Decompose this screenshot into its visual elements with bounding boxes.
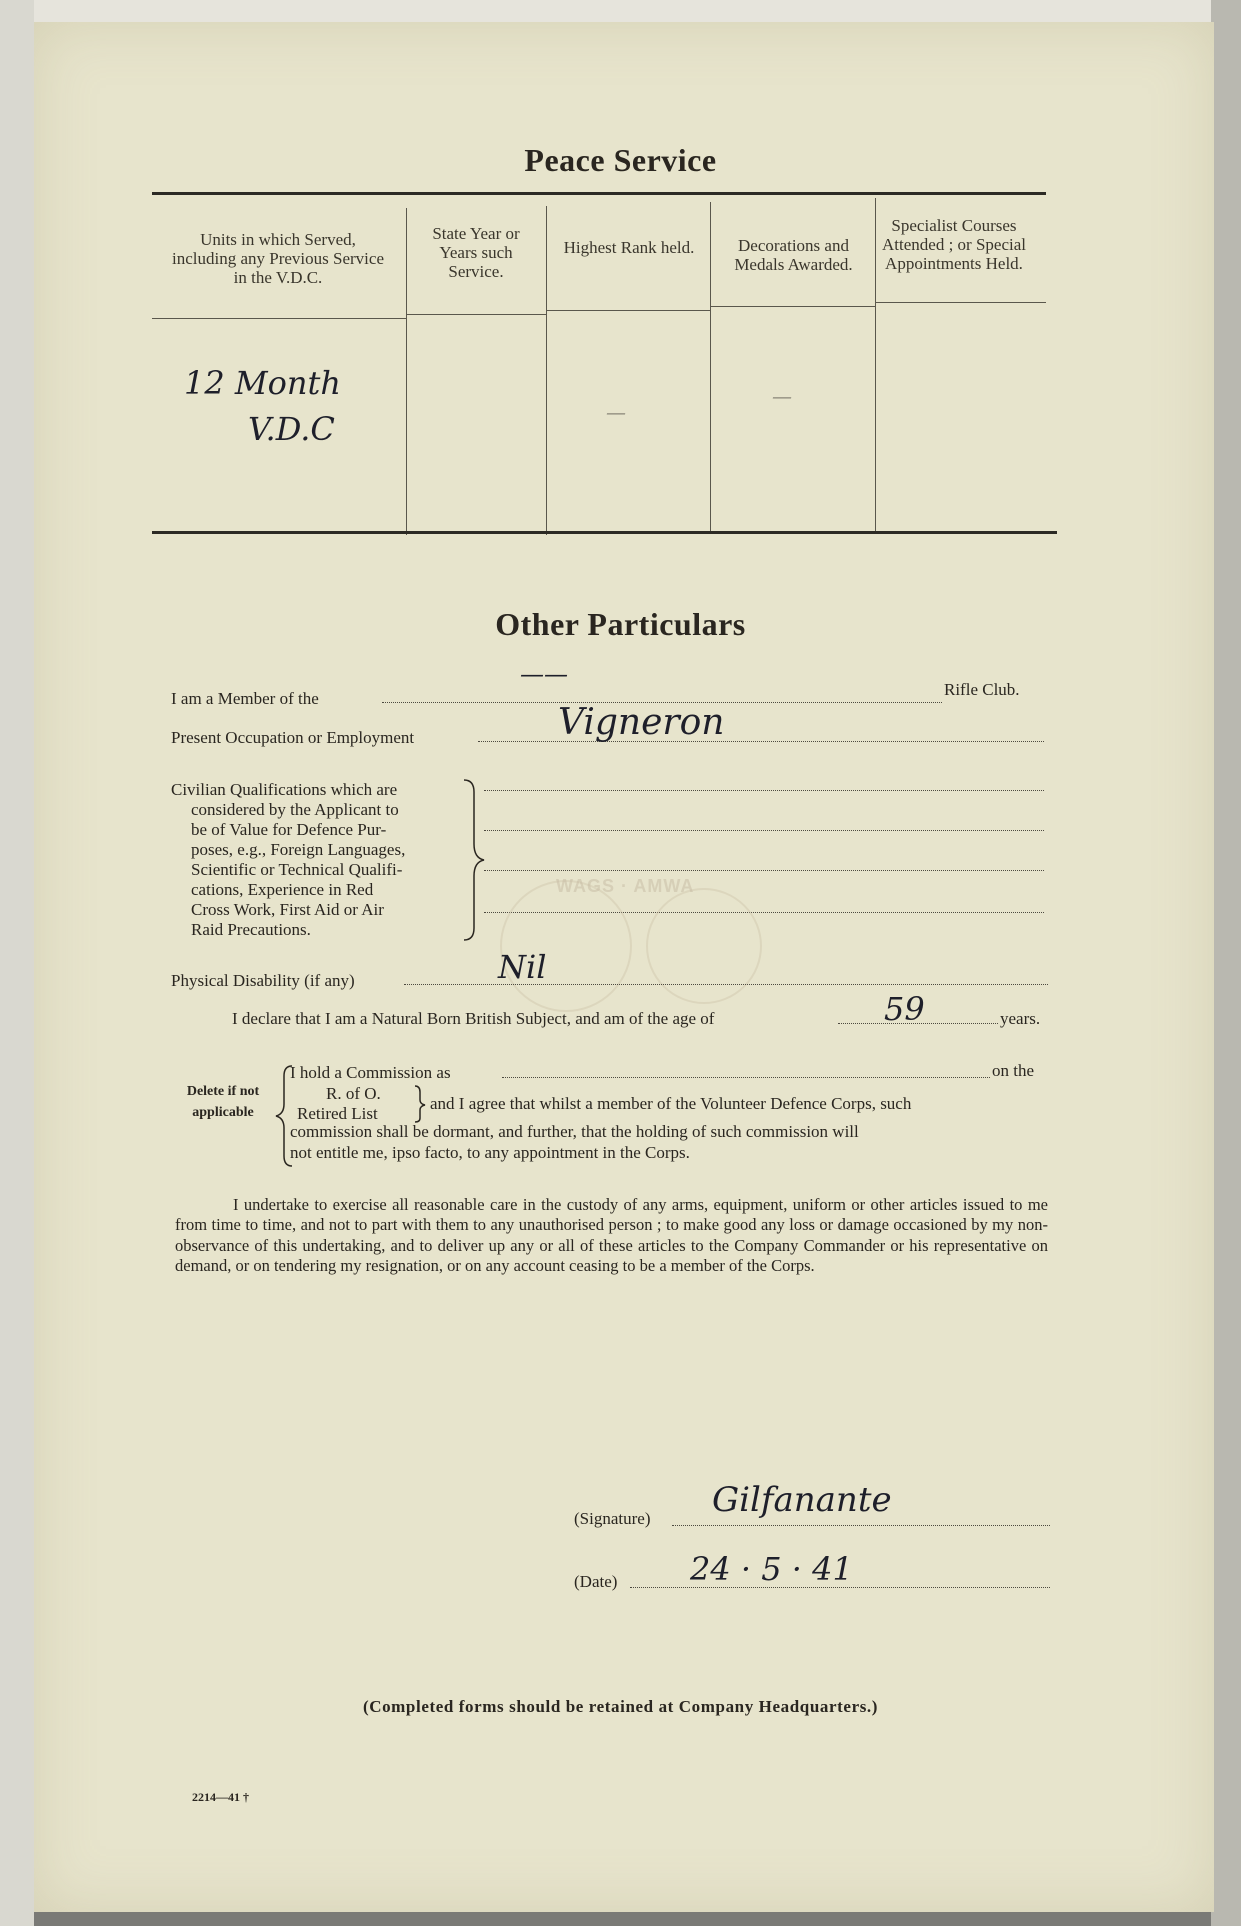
background-right: [1211, 0, 1241, 1926]
declaration-suffix: years.: [1000, 1009, 1041, 1028]
col-header-decorations: Decorations and Medals Awarded.: [734, 236, 853, 274]
occupation-value: Vigneron: [558, 702, 725, 743]
undertaking-paragraph: I undertake to exercise all reasonable care in the custody of any arms, equipment, uniform or other articles issued to me from time to time, and not to part with them to any unauthorised person ; to make good any loss or damage occasioned by my non-observance of this undertaking, and to deliver up any or all of these articles to the Company Commander or his representative on demand, or on tendering my resignation, or on any account ceasing to be a member of the Corps.: [175, 1195, 1048, 1275]
col-header-courses: Specialist Courses Attended ; or Special Appointments Held.: [882, 216, 1026, 273]
civilian-label-line-7: Cross Work, First Aid or Air: [191, 900, 384, 919]
header-rule-5: [875, 302, 1046, 303]
date-value: 24 · 5 · 41: [690, 1550, 853, 1588]
rifle-club-suffix: Rifle Club.: [944, 680, 1020, 699]
commission-line: [502, 1077, 990, 1078]
civilian-line-3: [484, 870, 1044, 871]
header-rule-1: [152, 318, 406, 319]
units-value-line2: V.D.C: [248, 410, 335, 448]
header-rule-2: [406, 314, 546, 315]
rifle-club-value: ——: [520, 660, 568, 688]
signature-label: (Signature): [574, 1509, 651, 1528]
col-divider-2: [546, 206, 547, 535]
civilian-label-line-2: considered by the Applicant to: [191, 800, 399, 819]
date-label: (Date): [574, 1572, 618, 1591]
commission-option-2: Retired List: [297, 1104, 378, 1123]
table-top-rule: [152, 192, 1046, 195]
units-value-line1: 12 Month: [184, 364, 341, 402]
watermark-seal-left: [500, 880, 632, 1012]
header-rule-4: [710, 306, 875, 307]
commission-line4-text: not entitle me, ipso facto, to any appointment in the Corps.: [290, 1143, 690, 1162]
commission-line2-text: and I agree that whilst a member of the Volunteer Defence Corps, such: [430, 1094, 912, 1113]
signature-value: Gilfanante: [712, 1480, 892, 1520]
civilian-label-line-4: poses, e.g., Foreign Languages,: [191, 840, 406, 859]
civilian-line-1: [484, 790, 1044, 791]
civilian-label-line-3: be of Value for Defence Pur-: [191, 820, 387, 839]
commission-line1-suffix: on the: [992, 1061, 1035, 1080]
occupation-label: Present Occupation or Employment: [171, 728, 415, 747]
table-bottom-rule: [152, 531, 1057, 534]
other-particulars-title: Other Particulars: [495, 606, 746, 642]
commission-line3-text: commission shall be dormant, and further, that the holding of such commission will: [290, 1122, 859, 1141]
watermark-text: WAGS · AMWA: [556, 876, 695, 896]
rifle-club-label: I am a Member of the: [171, 689, 319, 708]
civilian-brace: [458, 778, 498, 944]
col-header-rank: Highest Rank held.: [563, 238, 695, 257]
delete-note: Delete if not applicable: [186, 1084, 260, 1120]
col-header-years: State Year or Years such Service.: [432, 224, 520, 281]
commission-option-1: R. of O.: [326, 1084, 381, 1103]
header-rule-3: [546, 310, 710, 311]
civilian-label-line-5: Scientific or Technical Qualifi-: [191, 860, 403, 879]
footer-note: (Completed forms should be retained at Company Headquarters.): [362, 1697, 879, 1716]
commission-brace-right: [412, 1084, 428, 1124]
col-divider-3: [710, 202, 711, 533]
peace-service-title: Peace Service: [524, 142, 717, 178]
col-header-units: Units in which Served, including any Previous Service in the V.D.C.: [172, 230, 384, 287]
col-divider-1: [406, 208, 407, 535]
print-code: 2214—41 †: [192, 1790, 249, 1804]
civilian-label-line-1: Civilian Qualifications which are: [171, 780, 398, 799]
disability-label: Physical Disability (if any): [171, 971, 355, 990]
age-value: 59: [884, 990, 925, 1028]
civilian-line-2: [484, 830, 1044, 831]
rank-value: —: [606, 400, 626, 424]
commission-line1-text: I hold a Commission as: [290, 1063, 451, 1082]
civilian-label-line-6: cations, Experience in Red: [191, 880, 374, 899]
background-left: [0, 0, 34, 1926]
disability-value: Nil: [498, 948, 547, 986]
declaration-text: I declare that I am a Natural Born British Subject, and am of the age of: [232, 1009, 715, 1028]
signature-line: [672, 1525, 1050, 1526]
decorations-value: —: [772, 384, 792, 408]
civilian-label-line-8: Raid Precautions.: [191, 920, 311, 939]
watermark-seal-right: [646, 888, 762, 1004]
background-top: [0, 0, 1241, 22]
